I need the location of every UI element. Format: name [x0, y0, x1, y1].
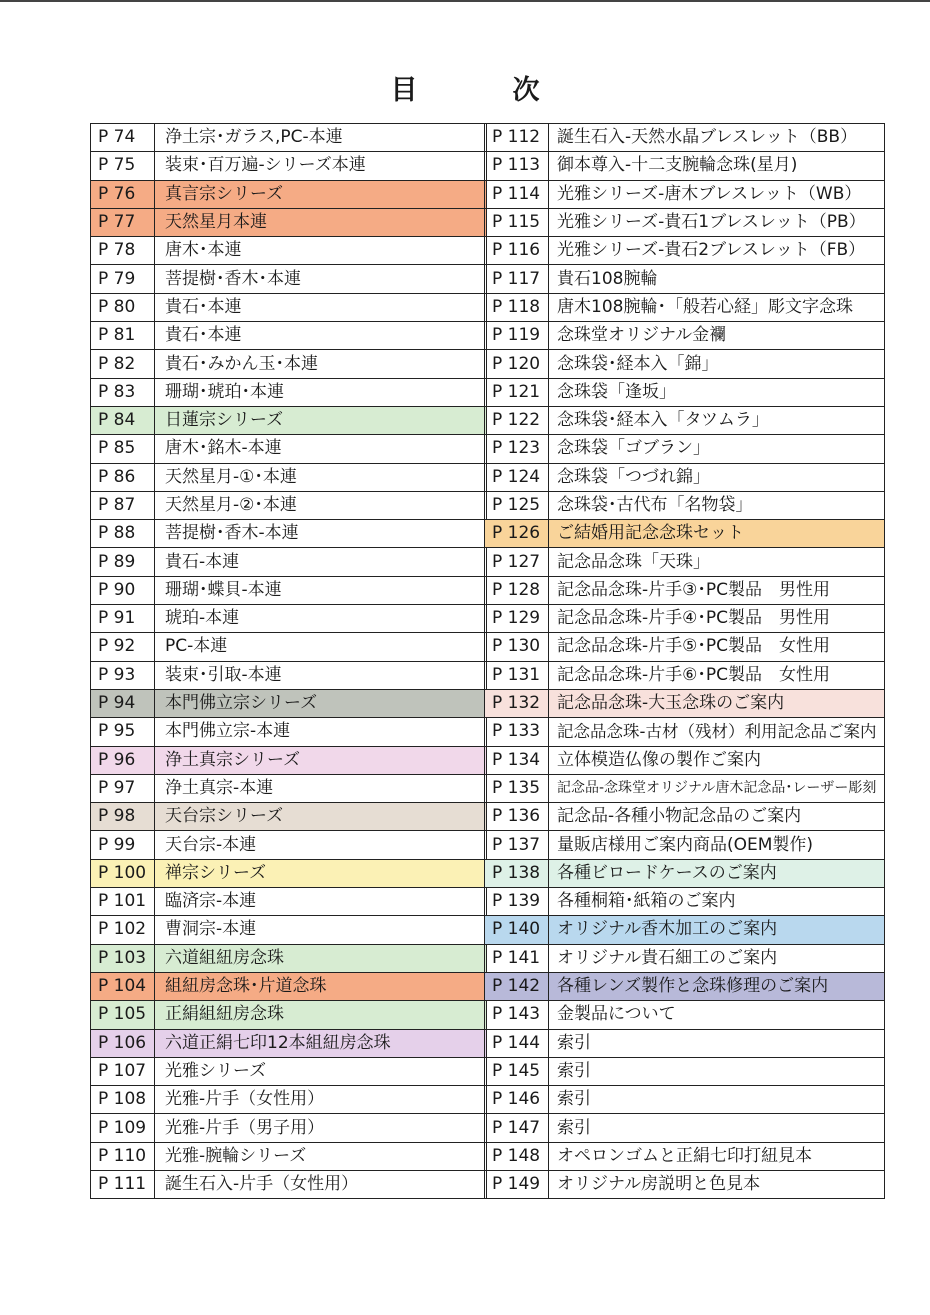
toc-row — [91, 293, 487, 321]
toc-page-number: P 86 — [91, 463, 155, 491]
toc-page-number: P 101 — [91, 888, 155, 916]
toc-right-body — [485, 124, 885, 1199]
toc-page-number: P 129 — [485, 605, 549, 633]
toc-entry-title: 記念品念珠-片手③･PC製品 男性用 — [549, 576, 885, 604]
toc-entry-title: 念珠袋「逢坂」 — [549, 378, 885, 406]
toc-entry-title: オペロンゴムと正絹七印打紐見本 — [549, 1142, 885, 1170]
toc-page-number: P 108 — [91, 1086, 155, 1114]
toc-row — [485, 406, 885, 434]
toc-row — [91, 831, 487, 859]
toc-entry-title: 貴石108腕輪 — [549, 265, 885, 293]
toc-page-number: P 146 — [485, 1086, 549, 1114]
toc-entry-title: 記念品念珠「天珠」 — [549, 548, 885, 576]
toc-page-number: P 104 — [91, 972, 155, 1000]
toc-entry-title: 天然星月-①･本連 — [155, 463, 487, 491]
toc-entry-title: 量販店様用ご案内商品(OEM製作) — [549, 831, 885, 859]
toc-entry-title: 浄土宗･ガラス,PC-本連 — [155, 124, 487, 152]
toc-page-number: P 91 — [91, 605, 155, 633]
toc-row — [485, 1057, 885, 1085]
toc-row — [485, 378, 885, 406]
toc-entry-title: 正絹組紐房念珠 — [155, 1001, 487, 1029]
toc-page-number: P 148 — [485, 1142, 549, 1170]
toc-entry-title: オリジナル貴石細工のご案内 — [549, 944, 885, 972]
toc-page-number: P 138 — [485, 859, 549, 887]
toc-row — [91, 1114, 487, 1142]
toc-row — [91, 152, 487, 180]
toc-row — [91, 322, 487, 350]
toc-entry-title: 天台宗-本連 — [155, 831, 487, 859]
toc-page-number: P 124 — [485, 463, 549, 491]
toc-page-number: P 132 — [485, 689, 549, 717]
toc-row — [91, 888, 487, 916]
toc-page-number: P 105 — [91, 1001, 155, 1029]
top-border-line — [0, 0, 930, 2]
toc-page-number: P 83 — [91, 378, 155, 406]
toc-entry-title: オリジナル房説明と色見本 — [549, 1170, 885, 1198]
toc-page-number: P 110 — [91, 1142, 155, 1170]
toc-row — [485, 152, 885, 180]
toc-row — [91, 774, 487, 802]
toc-row — [91, 124, 487, 152]
toc-row — [485, 208, 885, 236]
toc-row — [91, 576, 487, 604]
toc-page-number: P 111 — [91, 1170, 155, 1198]
toc-row — [91, 350, 487, 378]
toc-page-number: P 102 — [91, 916, 155, 944]
toc-entry-title: 索引 — [549, 1029, 885, 1057]
toc-row — [91, 944, 487, 972]
toc-page-number: P 93 — [91, 661, 155, 689]
toc-left-body — [91, 124, 487, 1199]
toc-entry-title: 各種レンズ製作と念珠修理のご案内 — [549, 972, 885, 1000]
toc-entry-title: 本門佛立宗-本連 — [155, 718, 487, 746]
toc-page-number: P 106 — [91, 1029, 155, 1057]
toc-page-number: P 119 — [485, 322, 549, 350]
toc-page-number: P 115 — [485, 208, 549, 236]
toc-entry-title: 各種ビロードケースのご案内 — [549, 859, 885, 887]
toc-row — [91, 435, 487, 463]
toc-entry-title: PC-本連 — [155, 633, 487, 661]
toc-page-number: P 74 — [91, 124, 155, 152]
toc-row — [91, 406, 487, 434]
toc-page-number: P 96 — [91, 746, 155, 774]
toc-entry-title: 記念品念珠-大玉念珠のご案内 — [549, 689, 885, 717]
toc-page-number: P 88 — [91, 520, 155, 548]
toc-entry-title: 六道組紐房念珠 — [155, 944, 487, 972]
toc-row — [485, 520, 885, 548]
toc-row — [485, 859, 885, 887]
toc-row — [91, 378, 487, 406]
toc-entry-title: 六道正絹七印12本組紐房念珠 — [155, 1029, 487, 1057]
toc-entry-title: オリジナル香木加工のご案内 — [549, 916, 885, 944]
toc-page-number: P 143 — [485, 1001, 549, 1029]
toc-row — [91, 1001, 487, 1029]
toc-entry-title: 菩提樹･香木･本連 — [155, 265, 487, 293]
toc-page-number: P 142 — [485, 972, 549, 1000]
toc-entry-title: 光雅-腕輪シリーズ — [155, 1142, 487, 1170]
toc-page-number: P 136 — [485, 803, 549, 831]
toc-page-number: P 94 — [91, 689, 155, 717]
toc-page-number: P 109 — [91, 1114, 155, 1142]
toc-entry-title: 光雅シリーズ-貴石2ブレスレット（FB） — [549, 237, 885, 265]
toc-row — [485, 463, 885, 491]
toc-row — [485, 265, 885, 293]
toc-page-number: P 81 — [91, 322, 155, 350]
toc-entry-title: 各種桐箱･紙箱のご案内 — [549, 888, 885, 916]
toc-page-number: P 107 — [91, 1057, 155, 1085]
toc-row — [485, 180, 885, 208]
toc-entry-title: 浄土真宗-本連 — [155, 774, 487, 802]
toc-page-number: P 112 — [485, 124, 549, 152]
toc-entry-title: 浄土真宗シリーズ — [155, 746, 487, 774]
toc-row — [485, 322, 885, 350]
toc-row — [91, 1142, 487, 1170]
toc-row — [485, 124, 885, 152]
toc-entry-title: 組紐房念珠･片道念珠 — [155, 972, 487, 1000]
toc-entry-title: 装束･百万遍-シリーズ本連 — [155, 152, 487, 180]
toc-page-number: P 131 — [485, 661, 549, 689]
toc-row — [485, 972, 885, 1000]
toc-row — [91, 265, 487, 293]
toc-page-number: P 120 — [485, 350, 549, 378]
toc-page-number: P 90 — [91, 576, 155, 604]
toc-entry-title: 記念品-念珠堂オリジナル唐木記念品･レーザー彫刻 — [549, 774, 885, 802]
toc-row — [485, 944, 885, 972]
toc-entry-title: 念珠袋･古代布「名物袋」 — [549, 491, 885, 519]
toc-row — [485, 1142, 885, 1170]
toc-entry-title: 念珠袋･経本入「錦」 — [549, 350, 885, 378]
toc-page-number: P 117 — [485, 265, 549, 293]
toc-entry-title: 念珠袋「ゴブラン」 — [549, 435, 885, 463]
toc-entry-title: 光雅-片手（男子用） — [155, 1114, 487, 1142]
toc-page-number: P 87 — [91, 491, 155, 519]
toc-entry-title: 真言宗シリーズ — [155, 180, 487, 208]
toc-row — [485, 491, 885, 519]
toc-page-number: P 123 — [485, 435, 549, 463]
toc-page-number: P 144 — [485, 1029, 549, 1057]
toc-page-number: P 135 — [485, 774, 549, 802]
toc-row — [485, 605, 885, 633]
toc-page-number: P 92 — [91, 633, 155, 661]
toc-row — [91, 237, 487, 265]
toc-row — [485, 1114, 885, 1142]
toc-entry-title: 記念品念珠-古材（残材）利用記念品ご案内 — [549, 718, 885, 746]
toc-row — [485, 718, 885, 746]
toc-row — [91, 1057, 487, 1085]
toc-entry-title: 記念品念珠-片手④･PC製品 男性用 — [549, 605, 885, 633]
toc-entry-title: 記念品-各種小物記念品のご案内 — [549, 803, 885, 831]
toc-entry-title: 立体模造仏像の製作ご案内 — [549, 746, 885, 774]
toc-entry-title: 光雅シリーズ-唐木ブレスレット（WB） — [549, 180, 885, 208]
toc-entry-title: 唐木108腕輪･「般若心経」彫文字念珠 — [549, 293, 885, 321]
toc-entry-title: 索引 — [549, 1114, 885, 1142]
toc-page-number: P 99 — [91, 831, 155, 859]
toc-row — [91, 1029, 487, 1057]
toc-entry-title: 天然星月本連 — [155, 208, 487, 236]
toc-entry-title: ご結婚用記念念珠セット — [549, 520, 885, 548]
toc-row — [91, 803, 487, 831]
toc-page-number: P 84 — [91, 406, 155, 434]
toc-entry-title: 貴石･本連 — [155, 293, 487, 321]
toc-entry-title: 索引 — [549, 1086, 885, 1114]
toc-row — [485, 576, 885, 604]
toc-page-number: P 77 — [91, 208, 155, 236]
page-title: 目 次 — [390, 75, 574, 106]
toc-row — [91, 180, 487, 208]
toc-page-number: P 145 — [485, 1057, 549, 1085]
toc-entry-title: 記念品念珠-片手⑤･PC製品 女性用 — [549, 633, 885, 661]
toc-table-left — [90, 123, 487, 1199]
toc-entry-title: 天台宗シリーズ — [155, 803, 487, 831]
toc-entry-title: 珊瑚･琥珀･本連 — [155, 378, 487, 406]
toc-page-number: P 75 — [91, 152, 155, 180]
toc-row — [485, 746, 885, 774]
toc-entry-title: 誕生石入-天然水晶ブレスレット（BB） — [549, 124, 885, 152]
toc-entry-title: 菩提樹･香木-本連 — [155, 520, 487, 548]
toc-row — [485, 237, 885, 265]
toc-row — [485, 435, 885, 463]
toc-page-number: P 95 — [91, 718, 155, 746]
toc-page-number: P 76 — [91, 180, 155, 208]
toc-row — [485, 1086, 885, 1114]
toc-entry-title: 光雅-片手（女性用） — [155, 1086, 487, 1114]
toc-entry-title: 索引 — [549, 1057, 885, 1085]
toc-entry-title: 唐木･銘木-本連 — [155, 435, 487, 463]
toc-entry-title: 臨済宗-本連 — [155, 888, 487, 916]
toc-row — [91, 746, 487, 774]
toc-row — [91, 1170, 487, 1198]
toc-row — [485, 888, 885, 916]
toc-row — [485, 1170, 885, 1198]
toc-row — [91, 463, 487, 491]
toc-page-number: P 97 — [91, 774, 155, 802]
toc-page-number: P 130 — [485, 633, 549, 661]
toc-entry-title: 装束･引取-本連 — [155, 661, 487, 689]
toc-row — [91, 633, 487, 661]
toc-row — [91, 916, 487, 944]
toc-entry-title: 光雅シリーズ-貴石1ブレスレット（PB） — [549, 208, 885, 236]
toc-page-number: P 137 — [485, 831, 549, 859]
toc-row — [485, 293, 885, 321]
toc-page-number: P 134 — [485, 746, 549, 774]
toc-entry-title: 御本尊入-十二支腕輪念珠(星月) — [549, 152, 885, 180]
toc-entry-title: 念珠堂オリジナル金襴 — [549, 322, 885, 350]
toc-row — [91, 661, 487, 689]
toc-page-number: P 89 — [91, 548, 155, 576]
toc-entry-title: 曹洞宗-本連 — [155, 916, 487, 944]
toc-row — [91, 1086, 487, 1114]
toc-page-number: P 116 — [485, 237, 549, 265]
toc-page-number: P 78 — [91, 237, 155, 265]
toc-page-number: P 125 — [485, 491, 549, 519]
toc-page-number: P 82 — [91, 350, 155, 378]
toc-page-number: P 85 — [91, 435, 155, 463]
toc-page-number: P 103 — [91, 944, 155, 972]
toc-entry-title: 金製品について — [549, 1001, 885, 1029]
toc-entry-title: 念珠袋･経本入「タツムラ」 — [549, 406, 885, 434]
toc-page-number: P 140 — [485, 916, 549, 944]
toc-row — [91, 972, 487, 1000]
toc-entry-title: 本門佛立宗シリーズ — [155, 689, 487, 717]
toc-table-right — [484, 123, 885, 1199]
toc-entry-title: 貴石･本連 — [155, 322, 487, 350]
toc-page-number: P 98 — [91, 803, 155, 831]
toc-row — [91, 689, 487, 717]
toc-entry-title: 誕生石入-片手（女性用） — [155, 1170, 487, 1198]
toc-page-number: P 141 — [485, 944, 549, 972]
toc-page-number: P 133 — [485, 718, 549, 746]
toc-entry-title: 珊瑚･蝶貝-本連 — [155, 576, 487, 604]
toc-page-number: P 127 — [485, 548, 549, 576]
toc-row — [485, 1029, 885, 1057]
toc-page-number: P 122 — [485, 406, 549, 434]
toc-row — [91, 208, 487, 236]
toc-row — [485, 661, 885, 689]
toc-page-number: P 113 — [485, 152, 549, 180]
toc-page-number: P 149 — [485, 1170, 549, 1198]
toc-page-number: P 79 — [91, 265, 155, 293]
toc-page-number: P 100 — [91, 859, 155, 887]
toc-entry-title: 日蓮宗シリーズ — [155, 406, 487, 434]
toc-page-number: P 147 — [485, 1114, 549, 1142]
toc-entry-title: 記念品念珠-片手⑥･PC製品 女性用 — [549, 661, 885, 689]
toc-entry-title: 天然星月-②･本連 — [155, 491, 487, 519]
toc-row — [485, 916, 885, 944]
toc-row — [485, 548, 885, 576]
toc-row — [91, 859, 487, 887]
toc-row — [485, 774, 885, 802]
toc-entry-title: 唐木･本連 — [155, 237, 487, 265]
toc-entry-title: 琥珀-本連 — [155, 605, 487, 633]
toc-page-number: P 114 — [485, 180, 549, 208]
toc-entry-title: 念珠袋「つづれ錦」 — [549, 463, 885, 491]
toc-row — [485, 689, 885, 717]
toc-page-number: P 80 — [91, 293, 155, 321]
toc-page-number: P 126 — [485, 520, 549, 548]
toc-entry-title: 貴石･みかん玉･本連 — [155, 350, 487, 378]
toc-page-number: P 118 — [485, 293, 549, 321]
toc-row — [485, 633, 885, 661]
toc-row — [91, 548, 487, 576]
toc-row — [91, 718, 487, 746]
toc-row — [485, 831, 885, 859]
toc-entry-title: 光雅シリーズ — [155, 1057, 487, 1085]
toc-page-number: P 121 — [485, 378, 549, 406]
toc-row — [91, 491, 487, 519]
toc-row — [485, 1001, 885, 1029]
toc-page-number: P 128 — [485, 576, 549, 604]
toc-page-number: P 139 — [485, 888, 549, 916]
toc-row — [485, 803, 885, 831]
toc-entry-title: 貴石-本連 — [155, 548, 487, 576]
toc-row — [485, 350, 885, 378]
toc-row — [91, 605, 487, 633]
toc-row — [91, 520, 487, 548]
toc-entry-title: 禅宗シリーズ — [155, 859, 487, 887]
